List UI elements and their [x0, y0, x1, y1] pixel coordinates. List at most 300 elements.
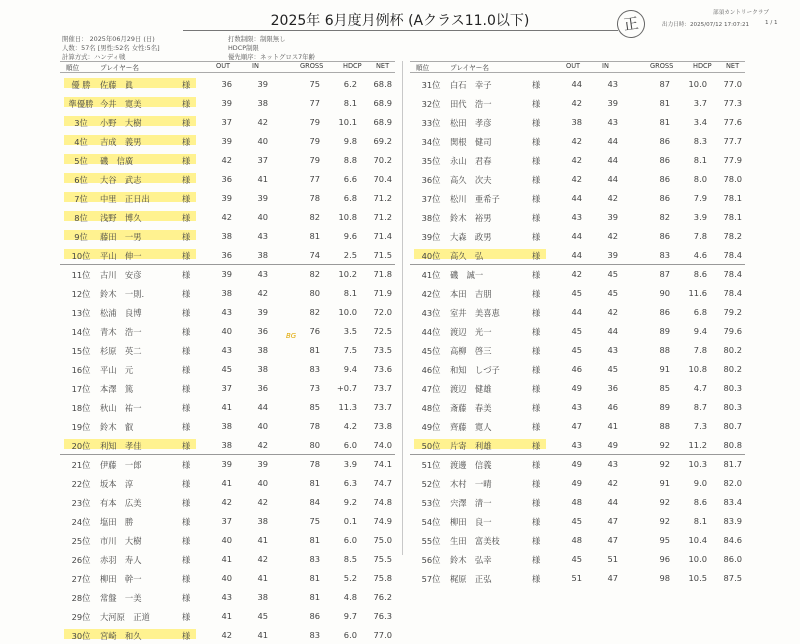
cell-out: 43 — [571, 402, 582, 412]
cell-name: 今井 寛美 — [100, 99, 142, 109]
cell-in: 40 — [257, 421, 268, 431]
table-row — [60, 74, 396, 93]
table-row — [410, 435, 746, 454]
cell-hdcp: 6.8 — [693, 307, 707, 317]
col-player-header: プレイヤー名 — [450, 64, 489, 72]
cell-rank: 17位 — [71, 384, 91, 394]
col-rank-header: 順位 — [416, 64, 430, 72]
table-row — [60, 397, 396, 416]
cell-net: 71.2 — [373, 193, 392, 203]
cell-rank: 51位 — [421, 460, 441, 470]
table-row — [60, 150, 396, 169]
cell-out: 38 — [221, 288, 232, 298]
cell-gross: 81 — [309, 231, 320, 241]
cell-in: 39 — [257, 193, 268, 203]
cell-suffix: 様 — [532, 460, 541, 470]
cell-name: 常盤 一美 — [100, 593, 142, 603]
cell-hdcp: 3.9 — [343, 459, 357, 469]
cell-out: 38 — [571, 117, 582, 127]
cell-gross: 85 — [659, 383, 670, 393]
title-underline — [183, 30, 618, 31]
cell-name: 鈴木 一則. — [100, 289, 145, 299]
table-row — [60, 359, 396, 378]
table-row — [60, 530, 396, 549]
cell-suffix: 様 — [532, 175, 541, 185]
cell-out: 42 — [571, 269, 582, 279]
cell-name: 渡辺 光一 — [450, 327, 492, 337]
cell-suffix: 様 — [532, 384, 541, 394]
cell-out: 41 — [221, 478, 232, 488]
cell-net: 72.0 — [373, 307, 392, 317]
cell-rank: 31位 — [421, 80, 441, 90]
cell-suffix: 様 — [182, 422, 191, 432]
cell-suffix: 様 — [532, 479, 541, 489]
cell-out: 45 — [571, 554, 582, 564]
cell-suffix: 様 — [532, 422, 541, 432]
cell-suffix: 様 — [182, 631, 191, 641]
cell-gross: 80 — [309, 440, 320, 450]
cell-hdcp: 4.6 — [693, 250, 707, 260]
output-datetime: 出力日時：2025/07/12 17:07:21 — [662, 22, 750, 28]
table-row — [60, 568, 396, 587]
cell-suffix: 様 — [182, 156, 191, 166]
cell-out: 39 — [221, 459, 232, 469]
cell-in: 36 — [257, 326, 268, 336]
cell-rank: 27位 — [71, 574, 91, 584]
cell-in: 41 — [257, 573, 268, 583]
table-row — [60, 606, 396, 625]
cell-suffix: 様 — [182, 574, 191, 584]
cell-suffix: 様 — [182, 232, 191, 242]
cell-hdcp: 10.4 — [688, 535, 707, 545]
cell-in: 41 — [257, 535, 268, 545]
cell-net: 71.4 — [373, 231, 392, 241]
cell-name: 永山 君春 — [450, 156, 492, 166]
cell-out: 48 — [571, 535, 582, 545]
cell-suffix: 様 — [532, 517, 541, 527]
cell-out: 37 — [221, 117, 232, 127]
cell-in: 47 — [607, 535, 618, 545]
cell-out: 43 — [221, 345, 232, 355]
cell-suffix: 様 — [532, 555, 541, 565]
table-row — [410, 207, 746, 226]
cell-in: 38 — [257, 345, 268, 355]
cell-gross: 82 — [659, 212, 670, 222]
cell-rank: 29位 — [71, 612, 91, 622]
cell-name: 坂本 淳 — [100, 479, 134, 489]
cell-gross: 82 — [309, 307, 320, 317]
cell-in: 47 — [607, 573, 618, 583]
cell-suffix: 様 — [182, 308, 191, 318]
table-row — [60, 340, 396, 359]
cell-hdcp: 3.4 — [693, 117, 707, 127]
cell-suffix: 様 — [182, 175, 191, 185]
cell-in: 42 — [257, 288, 268, 298]
col-player-header: プレイヤー名 — [100, 64, 139, 72]
cell-net: 80.3 — [723, 402, 742, 412]
cell-gross: 79 — [309, 117, 320, 127]
cell-in: 38 — [257, 98, 268, 108]
cell-rank: 40位 — [421, 251, 441, 261]
cell-in: 38 — [257, 250, 268, 260]
page-title: 2025年 6月度月例杯 (Aクラス11.0以下) — [270, 13, 530, 29]
table-row — [60, 245, 396, 264]
cell-gross: 81 — [309, 535, 320, 545]
table-row — [410, 416, 746, 435]
cell-gross: 95 — [659, 535, 670, 545]
cell-name: 利知 孝佳 — [100, 441, 142, 451]
cell-net: 77.7 — [723, 136, 742, 146]
cell-rank: 13位 — [71, 308, 91, 318]
cell-rank: 48位 — [421, 403, 441, 413]
cell-out: 49 — [571, 383, 582, 393]
col-net-header: NET — [726, 62, 740, 70]
cell-suffix: 様 — [532, 118, 541, 128]
cell-gross: 78 — [309, 193, 320, 203]
cell-name: 大森 政男 — [450, 232, 492, 242]
cell-name: 松田 孝彦 — [450, 118, 492, 128]
cell-name: 田代 浩一 — [450, 99, 492, 109]
table-row — [410, 302, 746, 321]
table-row — [60, 112, 396, 131]
cell-out: 38 — [221, 440, 232, 450]
cell-net: 80.3 — [723, 383, 742, 393]
cell-hdcp: 7.5 — [343, 345, 357, 355]
cell-net: 77.6 — [723, 117, 742, 127]
cell-gross: 81 — [659, 98, 670, 108]
cell-name: 本田 吉朋 — [450, 289, 492, 299]
cell-hdcp: 3.7 — [693, 98, 707, 108]
cell-rank: 49位 — [421, 422, 441, 432]
cell-gross: 80 — [309, 288, 320, 298]
cell-name: 室井 美喜恵 — [450, 308, 500, 318]
cell-name: 宍澤 清一 — [450, 498, 492, 508]
cell-hdcp: +0.7 — [336, 383, 357, 393]
cell-gross: 86 — [309, 611, 320, 621]
cell-net: 78.4 — [723, 269, 742, 279]
cell-net: 71.9 — [373, 288, 392, 298]
cell-rank: 4位 — [74, 137, 88, 147]
table-row — [60, 492, 396, 511]
cell-in: 43 — [257, 269, 268, 279]
cell-in: 39 — [607, 98, 618, 108]
cell-name: 木村 一晴 — [450, 479, 492, 489]
cell-name: 鈴木 裕男 — [450, 213, 492, 223]
cell-net: 78.2 — [723, 231, 742, 241]
cell-out: 40 — [221, 326, 232, 336]
table-row — [60, 131, 396, 150]
cell-gross: 96 — [659, 554, 670, 564]
cell-in: 38 — [257, 516, 268, 526]
cell-name: 本澤 篤 — [100, 384, 134, 394]
cell-gross: 91 — [659, 364, 670, 374]
calc-method: 計算方式：ハンディ戦 — [62, 53, 126, 61]
cell-hdcp: 8.1 — [693, 516, 707, 526]
right-header-bottom-rule — [410, 72, 745, 73]
cell-in: 45 — [257, 611, 268, 621]
cell-name: 有本 広美 — [100, 498, 142, 508]
cell-hdcp: 9.2 — [343, 497, 357, 507]
cell-name: 古川 安彦 — [100, 270, 142, 280]
cell-name: 大河原 正道 — [100, 612, 150, 622]
table-row — [410, 340, 746, 359]
cell-hdcp: 8.1 — [693, 155, 707, 165]
cell-net: 78.4 — [723, 288, 742, 298]
table-row — [410, 169, 746, 188]
table-row — [410, 549, 746, 568]
approval-stamp: 正 — [615, 8, 647, 40]
cell-in: 44 — [257, 402, 268, 412]
cell-net: 69.2 — [373, 136, 392, 146]
cell-gross: 81 — [309, 478, 320, 488]
table-row — [410, 188, 746, 207]
cell-in: 42 — [607, 307, 618, 317]
cell-name: 青木 浩一 — [100, 327, 142, 337]
cell-out: 40 — [221, 573, 232, 583]
cell-gross: 86 — [659, 174, 670, 184]
cell-name: 齊藤 寛人 — [450, 422, 492, 432]
cell-gross: 81 — [309, 573, 320, 583]
cell-out: 38 — [221, 231, 232, 241]
cell-net: 74.7 — [373, 478, 392, 488]
cell-name: 柳田 良一 — [450, 517, 492, 527]
cell-hdcp: 6.0 — [343, 440, 357, 450]
cell-in: 44 — [607, 136, 618, 146]
cell-rank: 50位 — [421, 441, 441, 451]
cell-hdcp: 7.3 — [693, 421, 707, 431]
cell-name: 柳田 幹一 — [100, 574, 142, 584]
cell-gross: 75 — [309, 79, 320, 89]
cell-suffix: 様 — [182, 118, 191, 128]
table-row — [60, 302, 396, 321]
cell-rank: 19位 — [71, 422, 91, 432]
cell-gross: 92 — [659, 497, 670, 507]
cell-name: 白石 幸子 — [450, 80, 492, 90]
cell-in: 40 — [257, 136, 268, 146]
cell-name: 高柳 啓三 — [450, 346, 492, 356]
cell-suffix: 様 — [182, 555, 191, 565]
left-header-bottom-rule — [60, 72, 395, 73]
cell-gross: 83 — [309, 364, 320, 374]
cell-rank: 5位 — [74, 156, 88, 166]
cell-rank: 24位 — [71, 517, 91, 527]
cell-gross: 98 — [659, 573, 670, 583]
cell-gross: 86 — [659, 307, 670, 317]
cell-net: 80.8 — [723, 440, 742, 450]
cell-out: 40 — [221, 535, 232, 545]
cell-hdcp: 9.8 — [343, 136, 357, 146]
cell-net: 70.2 — [373, 155, 392, 165]
table-row — [60, 207, 396, 226]
table-row — [410, 473, 746, 492]
player-count: 人数：57名 [男性:52名 女性:5名] — [62, 44, 160, 52]
cell-gross: 74 — [309, 250, 320, 260]
col-rank-header: 順位 — [66, 64, 80, 72]
cell-gross: 92 — [659, 459, 670, 469]
col-gross-header: GROSS — [650, 62, 674, 70]
cell-in: 42 — [607, 231, 618, 241]
col-net-header: NET — [376, 62, 390, 70]
cell-net: 77.3 — [723, 98, 742, 108]
cell-gross: 76 — [309, 326, 320, 336]
table-row — [410, 283, 746, 302]
cell-suffix: 様 — [182, 536, 191, 546]
cell-name: 塩田 勝 — [100, 517, 134, 527]
cell-in: 42 — [257, 117, 268, 127]
cell-suffix: 様 — [182, 403, 191, 413]
cell-rank: 35位 — [421, 156, 441, 166]
cell-rank: 54位 — [421, 517, 441, 527]
cell-suffix: 様 — [532, 327, 541, 337]
cell-out: 44 — [571, 193, 582, 203]
cell-hdcp: 9.0 — [693, 478, 707, 488]
cell-suffix: 様 — [182, 460, 191, 470]
cell-net: 71.8 — [373, 269, 392, 279]
cell-gross: 86 — [659, 136, 670, 146]
cell-rank: 16位 — [71, 365, 91, 375]
cell-suffix: 様 — [532, 403, 541, 413]
cell-suffix: 様 — [182, 137, 191, 147]
cell-in: 43 — [607, 117, 618, 127]
cell-out: 41 — [221, 402, 232, 412]
cell-net: 74.9 — [373, 516, 392, 526]
cell-gross: 73 — [309, 383, 320, 393]
cell-suffix: 様 — [182, 593, 191, 603]
cell-net: 73.8 — [373, 421, 392, 431]
cell-in: 51 — [607, 554, 618, 564]
cell-name: 市川 大樹 — [100, 536, 142, 546]
cell-rank: 38位 — [421, 213, 441, 223]
cell-net: 77.9 — [723, 155, 742, 165]
cell-name: 鈴木 叡 — [100, 422, 134, 432]
cell-in: 44 — [607, 497, 618, 507]
hdcp-limit: HDCP制限 — [228, 44, 259, 52]
cell-net: 73.5 — [373, 345, 392, 355]
cell-hdcp: 3.9 — [693, 212, 707, 222]
cell-net: 75.8 — [373, 573, 392, 583]
cell-suffix: 様 — [532, 536, 541, 546]
cell-name: 浅野 博久 — [100, 213, 142, 223]
cell-gross: 89 — [659, 402, 670, 412]
cell-name: 藤田 一男 — [100, 232, 142, 242]
cell-hdcp: 8.6 — [693, 497, 707, 507]
cell-name: 片寄 利雄 — [450, 441, 492, 451]
cell-hdcp: 10.2 — [338, 269, 357, 279]
cell-name: 平山 伸一 — [100, 251, 142, 261]
cell-in: 40 — [257, 212, 268, 222]
cell-suffix: 様 — [182, 289, 191, 299]
cell-net: 73.6 — [373, 364, 392, 374]
column-divider — [402, 61, 403, 555]
cell-out: 44 — [571, 250, 582, 260]
cell-in: 41 — [257, 174, 268, 184]
table-row — [410, 226, 746, 245]
cell-net: 74.8 — [373, 497, 392, 507]
cell-suffix: 様 — [182, 441, 191, 451]
priority-order: 優先順序：ネットグロス7年齢 — [228, 53, 316, 61]
cell-gross: 91 — [659, 478, 670, 488]
cell-rank: 14位 — [71, 327, 91, 337]
cell-gross: 86 — [659, 193, 670, 203]
cell-rank: 52位 — [421, 479, 441, 489]
cell-out: 43 — [571, 212, 582, 222]
cell-net: 84.6 — [723, 535, 742, 545]
table-row — [60, 93, 396, 112]
table-row — [60, 587, 396, 606]
cell-hdcp: 11.6 — [688, 288, 707, 298]
cell-gross: 89 — [659, 326, 670, 336]
col-out-header: OUT — [566, 62, 581, 70]
cell-out: 42 — [571, 174, 582, 184]
cell-hdcp: 8.0 — [693, 174, 707, 184]
cell-suffix: 様 — [182, 365, 191, 375]
cell-out: 48 — [571, 497, 582, 507]
table-row — [60, 625, 396, 644]
cell-rank: 33位 — [421, 118, 441, 128]
cell-net: 68.9 — [373, 117, 392, 127]
cell-rank: 37位 — [421, 194, 441, 204]
table-row — [410, 150, 746, 169]
cell-gross: 92 — [659, 516, 670, 526]
cell-name: 秋山 祐一 — [100, 403, 142, 413]
table-row — [410, 264, 746, 283]
table-row — [410, 568, 746, 587]
cell-suffix: 様 — [532, 289, 541, 299]
cell-net: 70.4 — [373, 174, 392, 184]
cell-rank: 46位 — [421, 365, 441, 375]
cell-in: 45 — [607, 269, 618, 279]
col-hdcp-header: HDCP — [693, 62, 712, 70]
cell-rank: 39位 — [421, 232, 441, 242]
cell-hdcp: 6.0 — [343, 535, 357, 545]
cell-name: 高久 弘 — [450, 251, 484, 261]
cell-rank: 優 勝 — [71, 80, 91, 90]
cell-suffix: 様 — [182, 384, 191, 394]
table-row — [60, 283, 396, 302]
cell-hdcp: 8.1 — [343, 98, 357, 108]
table-row — [410, 93, 746, 112]
table-row — [410, 511, 746, 530]
cell-rank: 26位 — [71, 555, 91, 565]
cell-suffix: 様 — [182, 213, 191, 223]
cell-hdcp: 10.1 — [338, 117, 357, 127]
cell-hdcp: 4.8 — [343, 592, 357, 602]
table-row — [410, 397, 746, 416]
cell-hdcp: 10.5 — [688, 573, 707, 583]
cell-out: 36 — [221, 79, 232, 89]
cell-net: 71.5 — [373, 250, 392, 260]
cell-suffix: 様 — [182, 479, 191, 489]
table-row — [60, 321, 396, 340]
cell-hdcp: 4.2 — [343, 421, 357, 431]
cell-net: 79.6 — [723, 326, 742, 336]
cell-rank: 47位 — [421, 384, 441, 394]
cell-out: 45 — [571, 326, 582, 336]
cell-rank: 10位 — [71, 251, 91, 261]
cell-out: 49 — [571, 478, 582, 488]
cell-hdcp: 6.6 — [343, 174, 357, 184]
cell-net: 74.0 — [373, 440, 392, 450]
table-row — [60, 454, 396, 473]
cell-out: 36 — [221, 174, 232, 184]
cell-hdcp: 8.8 — [343, 155, 357, 165]
cell-rank: 6位 — [74, 175, 88, 185]
cell-net: 83.4 — [723, 497, 742, 507]
cell-net: 78.4 — [723, 250, 742, 260]
table-row — [410, 112, 746, 131]
cell-net: 86.0 — [723, 554, 742, 564]
cell-name: 小野 大樹 — [100, 118, 142, 128]
